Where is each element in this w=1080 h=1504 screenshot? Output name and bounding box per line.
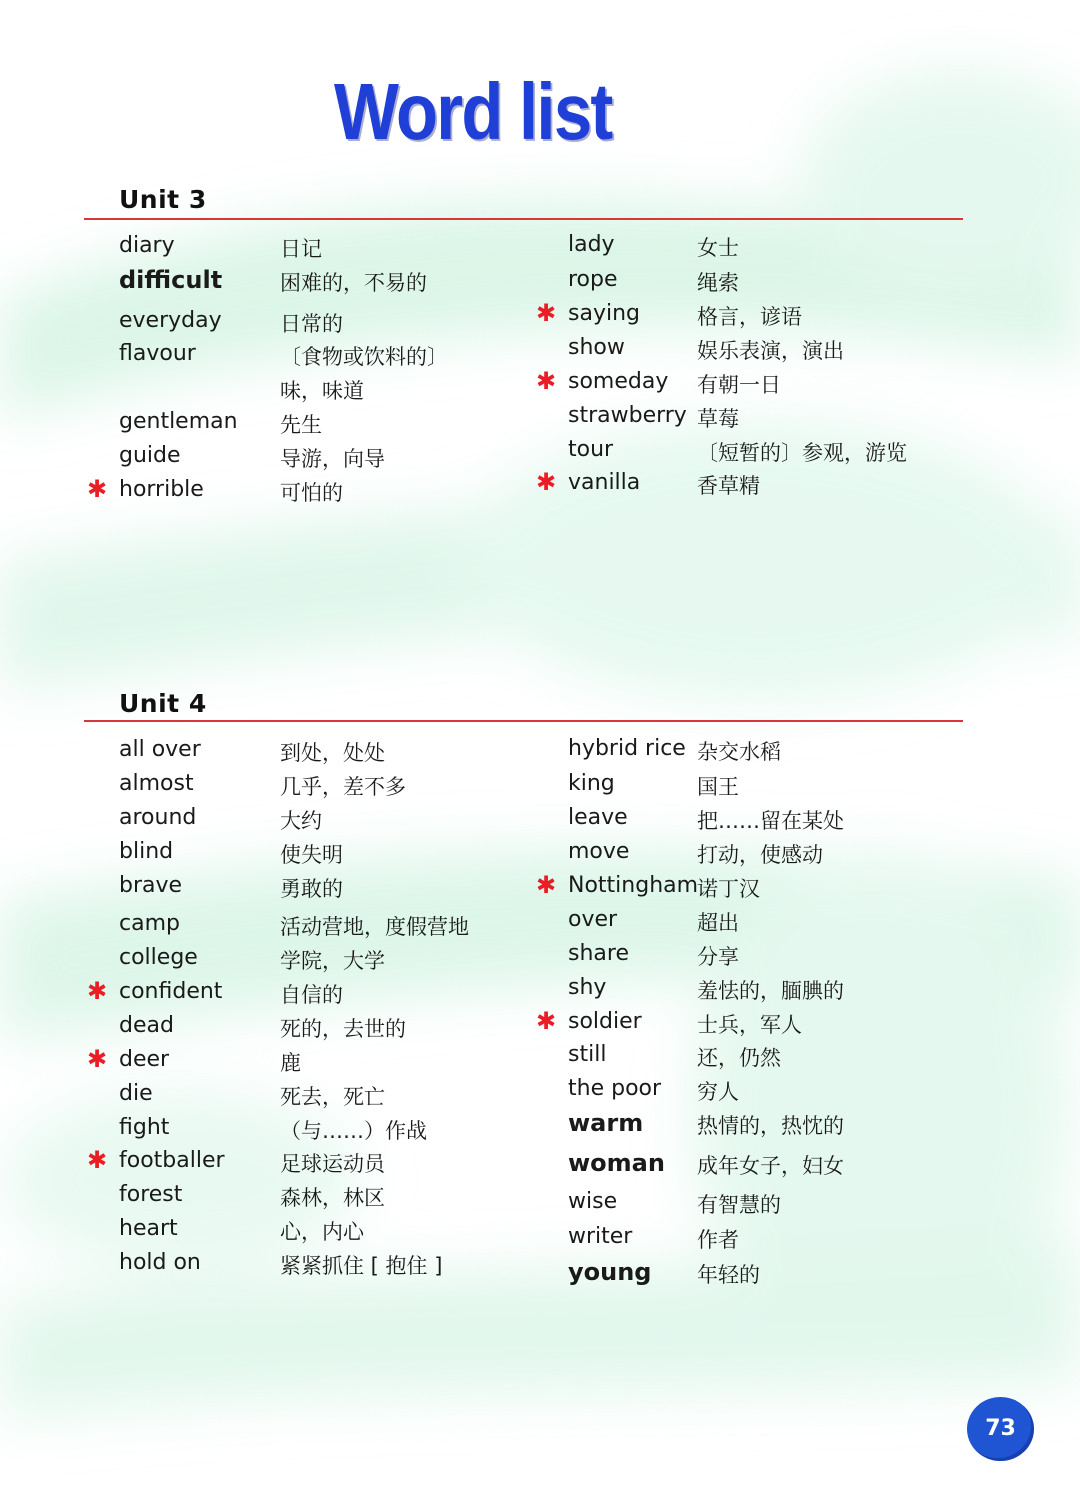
vocab-meaning: 可怕的 xyxy=(280,481,343,505)
vocab-word: young xyxy=(568,1258,652,1286)
vocab-word: diary xyxy=(119,233,175,258)
vocab-word: king xyxy=(568,771,615,796)
vocab-word: soldier xyxy=(568,1009,642,1034)
section-divider xyxy=(84,218,963,220)
page-title: Word list xyxy=(334,67,612,156)
vocab-meaning: 导游，向导 xyxy=(280,447,385,471)
vocab-word: leave xyxy=(568,805,628,830)
vocab-meaning: 有智慧的 xyxy=(697,1193,781,1217)
unit-heading: Unit 4 xyxy=(119,689,207,718)
vocab-word: gentleman xyxy=(119,409,238,434)
vocab-word: flavour xyxy=(119,341,196,366)
vocab-meaning: 日记 xyxy=(280,237,322,261)
vocab-word: forest xyxy=(119,1182,183,1207)
vocab-word: wise xyxy=(568,1189,618,1214)
red-star-icon: ✱ xyxy=(535,299,557,327)
vocab-meaning: 使失明 xyxy=(280,843,343,867)
vocab-word: vanilla xyxy=(568,470,641,495)
vocab-word: brave xyxy=(119,873,183,898)
vocab-meaning: 羞怯的，腼腆的 xyxy=(697,979,844,1003)
vocab-meaning: 自信的 xyxy=(280,983,343,1007)
vocab-meaning: 热情的，热忱的 xyxy=(697,1114,844,1138)
vocab-word: writer xyxy=(568,1224,633,1249)
red-star-icon: ✱ xyxy=(86,977,108,1005)
page-number-badge: 73 xyxy=(967,1397,1034,1461)
vocab-meaning: 穷人 xyxy=(697,1080,739,1104)
vocab-meaning: 分享 xyxy=(697,945,739,969)
vocab-meaning-continued: 味，味道 xyxy=(280,379,364,403)
vocab-word: everyday xyxy=(119,308,222,333)
vocab-word: still xyxy=(568,1042,607,1067)
vocab-word: strawberry xyxy=(568,403,687,428)
vocab-meaning: 到处，处处 xyxy=(280,741,385,765)
vocab-word: dead xyxy=(119,1013,174,1038)
vocab-meaning: 死去，死亡 xyxy=(280,1085,385,1109)
vocab-word: horrible xyxy=(119,477,204,502)
red-star-icon: ✱ xyxy=(535,367,557,395)
vocab-word: tour xyxy=(568,437,614,462)
vocab-meaning: 鹿 xyxy=(280,1051,301,1075)
vocab-word: blind xyxy=(119,839,174,864)
red-star-icon: ✱ xyxy=(535,468,557,496)
red-star-icon: ✱ xyxy=(535,871,557,899)
vocab-meaning: 草莓 xyxy=(697,407,739,431)
vocab-word: fight xyxy=(119,1115,170,1140)
vocab-meaning: 日常的 xyxy=(280,312,343,336)
vocab-word: move xyxy=(568,839,630,864)
vocab-word: lady xyxy=(568,232,615,257)
vocab-word: hold on xyxy=(119,1250,201,1275)
vocab-word: heart xyxy=(119,1216,178,1241)
vocab-meaning: 先生 xyxy=(280,413,322,437)
vocab-meaning: 娱乐表演，演出 xyxy=(697,339,844,363)
vocab-word: almost xyxy=(119,771,194,796)
vocab-meaning: 学院，大学 xyxy=(280,949,385,973)
vocab-meaning: 〔食物或饮料的〕 xyxy=(280,345,448,369)
vocab-word: someday xyxy=(568,369,669,394)
vocab-meaning: 足球运动员 xyxy=(280,1152,385,1176)
vocab-word: shy xyxy=(568,975,607,1000)
vocab-meaning: 杂交水稻 xyxy=(697,740,781,764)
vocab-word: confident xyxy=(119,979,223,1004)
vocab-meaning: 成年女子，妇女 xyxy=(697,1154,844,1178)
vocab-meaning: 士兵，军人 xyxy=(697,1013,802,1037)
vocab-word: show xyxy=(568,335,625,360)
vocab-word: camp xyxy=(119,911,180,936)
vocab-meaning: 格言，谚语 xyxy=(697,305,802,329)
red-star-icon: ✱ xyxy=(86,475,108,503)
vocab-word: the poor xyxy=(568,1076,662,1101)
section-divider xyxy=(84,720,963,722)
vocab-meaning: 困难的，不易的 xyxy=(280,271,427,295)
vocab-word: college xyxy=(119,945,198,970)
vocab-word: warm xyxy=(568,1109,644,1137)
vocab-word: around xyxy=(119,805,197,830)
vocab-word: all over xyxy=(119,737,201,762)
vocab-meaning: 国王 xyxy=(697,775,739,799)
vocab-word: die xyxy=(119,1081,153,1106)
vocab-meaning: 绳索 xyxy=(697,271,739,295)
vocab-meaning: 年轻的 xyxy=(697,1263,760,1287)
vocab-meaning: 超出 xyxy=(697,911,739,935)
unit-heading: Unit 3 xyxy=(119,185,207,214)
vocab-meaning: 几乎，差不多 xyxy=(280,775,406,799)
red-star-icon: ✱ xyxy=(86,1045,108,1073)
vocab-meaning: 作者 xyxy=(697,1228,739,1252)
vocab-word: share xyxy=(568,941,629,966)
vocab-word: saying xyxy=(568,301,640,326)
vocab-word: footballer xyxy=(119,1148,225,1173)
vocab-meaning: 大约 xyxy=(280,809,322,833)
vocab-meaning: 把……留在某处 xyxy=(697,809,844,833)
vocab-word: difficult xyxy=(119,266,223,294)
vocab-meaning: 还，仍然 xyxy=(697,1046,781,1070)
vocab-meaning: 心，内心 xyxy=(280,1220,364,1244)
vocab-meaning: 死的，去世的 xyxy=(280,1017,406,1041)
red-star-icon: ✱ xyxy=(86,1146,108,1174)
vocab-meaning: 紧紧抓住 [ 抱住 ] xyxy=(280,1254,443,1278)
vocab-meaning: （与……）作战 xyxy=(280,1119,427,1143)
vocab-meaning: 有朝一日 xyxy=(697,373,781,397)
vocab-meaning: 活动营地，度假营地 xyxy=(280,915,469,939)
vocab-word: Nottingham xyxy=(568,873,699,898)
vocab-word: guide xyxy=(119,443,181,468)
vocab-word: woman xyxy=(568,1149,665,1177)
vocab-word: deer xyxy=(119,1047,170,1072)
vocab-meaning: 〔短暂的〕参观，游览 xyxy=(697,441,907,465)
vocab-word: rope xyxy=(568,267,618,292)
red-star-icon: ✱ xyxy=(535,1007,557,1035)
vocab-meaning: 打动，使感动 xyxy=(697,843,823,867)
vocab-word: hybrid rice xyxy=(568,736,686,761)
vocab-meaning: 女士 xyxy=(697,236,739,260)
vocab-meaning: 森林，林区 xyxy=(280,1186,385,1210)
vocab-meaning: 香草精 xyxy=(697,474,760,498)
vocab-word: over xyxy=(568,907,618,932)
vocab-meaning: 诺丁汉 xyxy=(697,877,760,901)
vocab-meaning: 勇敢的 xyxy=(280,877,343,901)
